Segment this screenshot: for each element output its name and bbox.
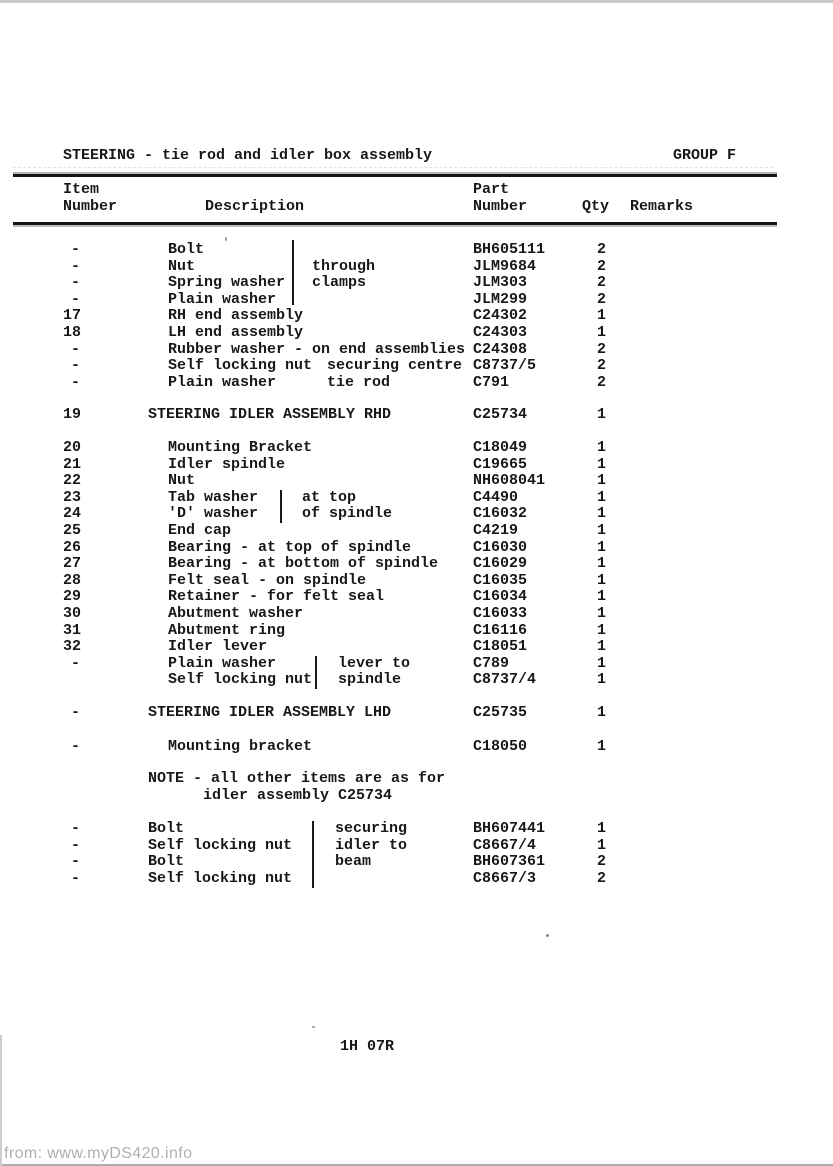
- desc-cell: Retainer - for felt seal: [168, 588, 385, 606]
- qty-cell: 1: [597, 406, 607, 423]
- table-row: [0, 739, 833, 756]
- item-cell: 29: [63, 588, 82, 606]
- header-rule-bottom: [13, 222, 777, 225]
- table-row: [0, 573, 833, 590]
- desc-cell: Felt seal - on spindle: [168, 571, 367, 589]
- desc-cell: Plain washer: [168, 373, 277, 391]
- column-header-remarks: Remarks: [630, 198, 694, 215]
- note-cell: spindle: [338, 671, 402, 689]
- qty-cell: 1: [597, 571, 607, 589]
- desc-cell: Rubber washer - on end assemblies: [168, 340, 466, 358]
- qty-cell: 1: [597, 439, 607, 456]
- part-cell: JLM303: [473, 274, 528, 292]
- column-header-part-line1: Part: [473, 181, 510, 198]
- item-cell: -: [70, 357, 80, 375]
- table-row: [0, 473, 833, 490]
- qty-cell: 1: [597, 455, 607, 473]
- brace-bar-at-top-of-spindle: [280, 490, 282, 523]
- desc-cell: RH end assembly: [168, 307, 304, 325]
- desc-cell: Self locking nut: [168, 357, 313, 375]
- table-row: [0, 672, 833, 689]
- item-cell: 18: [63, 323, 82, 341]
- table-row: [0, 771, 833, 788]
- part-cell: C8667/4: [473, 836, 537, 854]
- part-cell: BH605111: [473, 241, 546, 258]
- desc-cell: Spring washer: [168, 274, 286, 292]
- desc-cell: NOTE - all other items are as for: [148, 770, 446, 787]
- desc-cell: End cap: [168, 521, 232, 539]
- desc-cell: Tab washer: [168, 488, 259, 506]
- qty-cell: 1: [597, 323, 607, 341]
- header-rule-top: [13, 174, 777, 177]
- desc-cell: Bolt: [148, 853, 185, 871]
- table-row: [0, 556, 833, 573]
- qty-cell: 1: [597, 307, 607, 325]
- desc-cell: 'D' washer: [168, 505, 259, 523]
- item-cell: 20: [63, 439, 82, 456]
- desc-cell: STEERING IDLER ASSEMBLY RHD: [148, 406, 392, 423]
- table-row: [0, 325, 833, 342]
- desc-cell: Idler spindle: [168, 455, 286, 473]
- item-cell: -: [70, 257, 80, 275]
- desc-cell: Bearing - at top of spindle: [168, 538, 412, 556]
- scan-artifact-line: [13, 167, 773, 168]
- brace-bar-securing-idler-to-beam: [312, 821, 314, 888]
- item-cell: -: [70, 340, 80, 358]
- part-cell: C25735: [473, 704, 528, 721]
- qty-cell: 2: [597, 853, 607, 871]
- watermark-text: from: www.myDS420.info: [4, 1145, 193, 1162]
- brace-bar-lever-to-spindle: [315, 656, 317, 689]
- table-row: [0, 540, 833, 557]
- table-row: [0, 440, 833, 457]
- desc-cell: Nut: [168, 472, 196, 490]
- qty-cell: 1: [597, 488, 607, 506]
- item-cell: -: [70, 869, 80, 887]
- qty-cell: 1: [597, 704, 607, 721]
- group-label: GROUP F: [673, 147, 737, 164]
- item-cell: 21: [63, 455, 82, 473]
- part-cell: C4219: [473, 521, 519, 539]
- item-cell: 19: [63, 406, 82, 423]
- desc-cell: Idler lever: [168, 638, 268, 656]
- block-steering-idler-assembly-rhd: [0, 407, 833, 424]
- part-cell: C16035: [473, 571, 528, 589]
- part-cell: C8737/4: [473, 671, 537, 689]
- part-cell: C24302: [473, 307, 528, 325]
- table-row: [0, 705, 833, 722]
- qty-cell: 2: [597, 373, 607, 391]
- item-cell: 32: [63, 638, 82, 656]
- table-row: [0, 506, 833, 523]
- part-cell: C16116: [473, 621, 528, 639]
- part-cell: C18050: [473, 738, 528, 755]
- qty-cell: 1: [597, 505, 607, 523]
- note-cell: securing: [335, 820, 408, 837]
- item-cell: 31: [63, 621, 82, 639]
- part-cell: C8737/5: [473, 357, 537, 375]
- table-row: [0, 871, 833, 888]
- part-cell: C24308: [473, 340, 528, 358]
- table-row: [0, 259, 833, 276]
- part-cell: C16033: [473, 604, 528, 622]
- column-header-part-line2: Number: [473, 198, 528, 215]
- table-row: [0, 788, 833, 805]
- table-row: [0, 523, 833, 540]
- qty-cell: 1: [597, 521, 607, 539]
- note-cell: clamps: [312, 274, 367, 292]
- desc-cell: Abutment washer: [168, 604, 304, 622]
- qty-cell: 1: [597, 638, 607, 656]
- qty-cell: 2: [597, 241, 607, 258]
- part-cell: C8667/3: [473, 869, 537, 887]
- part-cell: C19665: [473, 455, 528, 473]
- item-cell: 27: [63, 555, 82, 573]
- item-cell: -: [70, 836, 80, 854]
- qty-cell: 1: [597, 738, 607, 755]
- item-cell: 17: [63, 307, 82, 325]
- qty-cell: 1: [597, 555, 607, 573]
- table-row: [0, 308, 833, 325]
- scan-speck: [546, 934, 549, 937]
- desc-cell: idler assembly C25734: [203, 786, 393, 804]
- desc-cell: STEERING IDLER ASSEMBLY LHD: [148, 704, 392, 721]
- qty-cell: 2: [597, 257, 607, 275]
- scan-edge-left: [0, 1035, 2, 1166]
- page-title: STEERING - tie rod and idler box assembly: [63, 147, 433, 164]
- item-cell: -: [70, 241, 80, 258]
- item-cell: -: [70, 654, 80, 672]
- item-cell: -: [70, 738, 80, 755]
- block-idler-to-beam-fixings: [0, 821, 833, 887]
- part-cell: JLM9684: [473, 257, 537, 275]
- block-tie-rod-and-clamps: [0, 242, 833, 391]
- qty-cell: 2: [597, 340, 607, 358]
- table-row: [0, 838, 833, 855]
- note-cell: idler to: [335, 836, 408, 854]
- note-cell: lever to: [338, 654, 411, 672]
- note-cell: at top: [302, 488, 357, 506]
- item-cell: -: [70, 290, 80, 308]
- desc-cell: Plain washer: [168, 290, 277, 308]
- qty-cell: 1: [597, 820, 607, 837]
- qty-cell: 2: [597, 290, 607, 308]
- note-cell: securing centre: [327, 357, 463, 375]
- table-row: [0, 457, 833, 474]
- qty-cell: 1: [597, 604, 607, 622]
- item-cell: 23: [63, 488, 82, 506]
- table-row: [0, 292, 833, 309]
- item-cell: 25: [63, 521, 82, 539]
- qty-cell: 2: [597, 869, 607, 887]
- block-lhd-mounting-bracket: [0, 739, 833, 756]
- item-cell: 22: [63, 472, 82, 490]
- qty-cell: 1: [597, 588, 607, 606]
- table-row: [0, 821, 833, 838]
- note-cell: beam: [335, 853, 372, 871]
- part-cell: C4490: [473, 488, 519, 506]
- part-cell: C16034: [473, 588, 528, 606]
- block-rhd-assembly-parts: [0, 440, 833, 689]
- desc-cell: LH end assembly: [168, 323, 304, 341]
- table-row: [0, 407, 833, 424]
- table-row: [0, 275, 833, 292]
- part-cell: C18051: [473, 638, 528, 656]
- table-row: [0, 342, 833, 359]
- desc-cell: Bolt: [168, 241, 205, 258]
- item-cell: 30: [63, 604, 82, 622]
- column-header-description: Description: [205, 198, 305, 215]
- desc-cell: Self locking nut: [168, 671, 313, 689]
- qty-cell: 2: [597, 357, 607, 375]
- item-cell: 28: [63, 571, 82, 589]
- note-cell: through: [312, 257, 376, 275]
- desc-cell: Mounting Bracket: [168, 439, 313, 456]
- qty-cell: 1: [597, 621, 607, 639]
- qty-cell: 2: [597, 274, 607, 292]
- desc-cell: Mounting bracket: [168, 738, 313, 755]
- desc-cell: Bolt: [148, 820, 185, 837]
- part-cell: C24303: [473, 323, 528, 341]
- desc-cell: Self locking nut: [148, 836, 293, 854]
- table-row: [0, 358, 833, 375]
- part-cell: BH607441: [473, 820, 546, 837]
- desc-cell: Plain washer: [168, 654, 277, 672]
- scan-edge-top: [0, 0, 833, 3]
- item-cell: -: [70, 704, 80, 721]
- desc-cell: Self locking nut: [148, 869, 293, 887]
- part-cell: BH607361: [473, 853, 546, 871]
- part-cell: C18049: [473, 439, 528, 456]
- page-code: 1H 07R: [340, 1038, 395, 1055]
- item-cell: -: [70, 853, 80, 871]
- part-cell: C25734: [473, 406, 528, 423]
- table-row: [0, 656, 833, 673]
- item-cell: -: [70, 373, 80, 391]
- part-cell: C16029: [473, 555, 528, 573]
- column-header-qty: Qty: [582, 198, 610, 215]
- table-row: [0, 375, 833, 392]
- part-cell: JLM299: [473, 290, 528, 308]
- part-cell: NH608041: [473, 472, 546, 490]
- part-cell: C16030: [473, 538, 528, 556]
- brace-bar-through-clamps: [292, 240, 294, 305]
- column-header-item-line2: Number: [63, 198, 118, 215]
- part-cell: C16032: [473, 505, 528, 523]
- part-cell: C789: [473, 654, 510, 672]
- table-row: [0, 623, 833, 640]
- table-row: [0, 606, 833, 623]
- desc-cell: Bearing - at bottom of spindle: [168, 555, 439, 573]
- scan-speck: [312, 1026, 315, 1028]
- block-note: [0, 771, 833, 804]
- note-cell: tie rod: [327, 373, 391, 391]
- qty-cell: 1: [597, 472, 607, 490]
- table-row: [0, 242, 833, 259]
- scan-speck: [225, 237, 227, 241]
- item-cell: 24: [63, 505, 82, 523]
- qty-cell: 1: [597, 654, 607, 672]
- item-cell: -: [70, 274, 80, 292]
- desc-cell: Abutment ring: [168, 621, 286, 639]
- item-cell: 26: [63, 538, 82, 556]
- table-row: [0, 490, 833, 507]
- table-row: [0, 639, 833, 656]
- block-steering-idler-assembly-lhd: [0, 705, 833, 722]
- column-header-item-line1: Item: [63, 181, 100, 198]
- item-cell: -: [70, 820, 80, 837]
- table-row: [0, 854, 833, 871]
- part-cell: C791: [473, 373, 510, 391]
- note-cell: of spindle: [302, 505, 393, 523]
- table-row: [0, 589, 833, 606]
- qty-cell: 1: [597, 671, 607, 689]
- qty-cell: 1: [597, 538, 607, 556]
- qty-cell: 1: [597, 836, 607, 854]
- desc-cell: Nut: [168, 257, 196, 275]
